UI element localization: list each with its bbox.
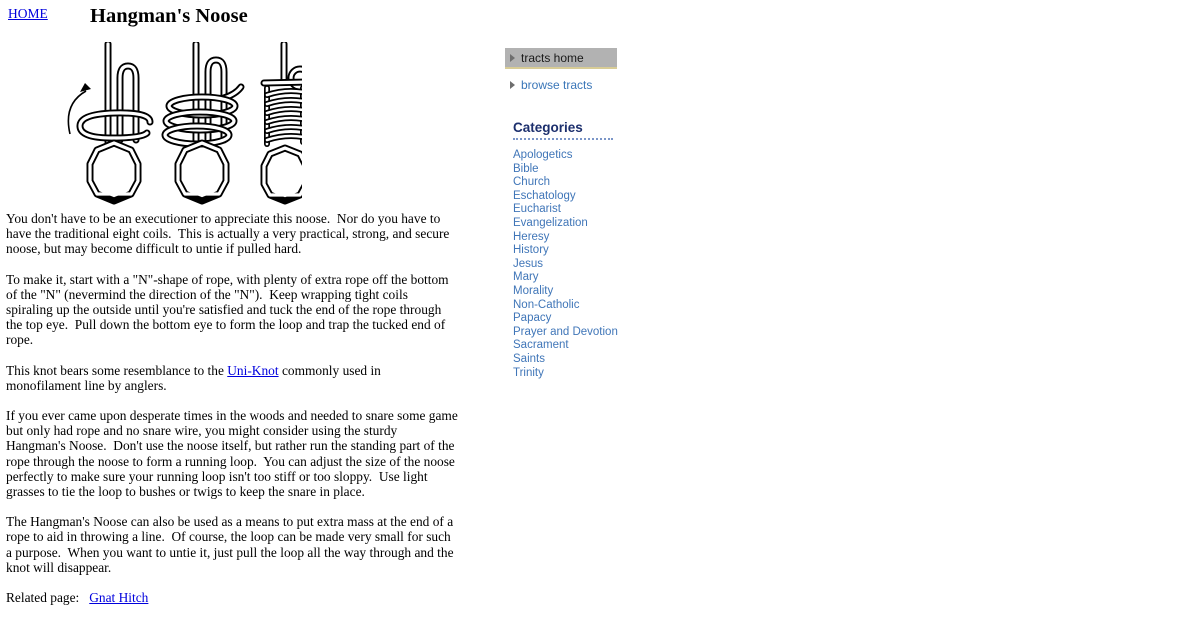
browse-tracts-label: browse tracts [521,78,593,92]
category-link-heresy[interactable]: Heresy [513,230,550,243]
knot-step-2 [165,44,241,201]
category-link-trinity[interactable]: Trinity [513,366,544,379]
categories-heading: Categories [513,120,583,135]
category-link-papacy[interactable]: Papacy [513,312,552,325]
sidebar [505,48,655,380]
uni-knot-link[interactable]: Uni-Knot [227,362,279,378]
paragraph-uniknot-before: This knot bears some resemblance to the [6,362,228,378]
category-link-church[interactable]: Church [513,176,551,189]
category-link-eucharist[interactable]: Eucharist [513,203,561,216]
article [6,196,462,620]
paragraph-uniknot-after: commonly used in monofilament line by anglers. [6,362,385,393]
paragraph-uniknot [6,363,458,393]
knot-step-3 [264,44,302,201]
category-link-morality[interactable]: Morality [513,284,554,297]
category-link-mary[interactable]: Mary [513,271,539,284]
sidebar-item-browse-tracts[interactable] [505,78,655,92]
related-page-label: Related page: [6,590,80,606]
category-link-prayer-and-devotion[interactable]: Prayer and Devotion [513,325,618,338]
category-link-saints[interactable]: Saints [513,352,545,365]
arrow-right-icon [510,81,515,89]
category-link-evangelization[interactable]: Evangelization [513,216,588,229]
category-link-eschatology[interactable]: Eschatology [513,189,576,202]
category-link-history[interactable]: History [513,244,549,257]
tracts-home-label: tracts home [521,50,584,65]
gnat-hitch-link[interactable]: Gnat Hitch [89,590,149,606]
category-link-bible[interactable]: Bible [513,162,539,175]
dotted-divider [513,138,613,140]
categories-list [513,149,655,380]
arrow-right-icon [510,54,515,62]
category-link-jesus[interactable]: Jesus [513,257,544,270]
category-link-apologetics[interactable]: Apologetics [513,149,573,161]
paragraph-how-to: To make it, start with a "N"-shape of rope, with plenty of extra rope off the bottom of the "N" (nevermind the direction of the "N"). Keep wrapping tight coils spiraling up the outside until you're satisfied and tuck the end of the rope through the top eye. Pull down the bottom eye to form the loop and trap the tucked end of rope. [6,271,452,348]
home-link[interactable]: HOME [8,6,48,21]
paragraph-throwing: The Hangman's Noose can also be used as a means to put extra mass at the end of a rope to aid in throwing a line. Of course, the loop can be made very small for such a purpose. When you want to untie it, just pull the loop all the way through and the knot will disappear. [6,514,457,575]
page-title: Hangman's Noose [90,5,248,27]
paragraph-snare: If you ever came upon desperate times in the woods and needed to snare some game but only had rope and no snare wire, you might consider using the sturdy Hangman's Noose. Don't use the noose itself, but rather run the standing part of the rope through the noose to form a running loop. You can adjust the size of the noose perfectly to make sure your running loop isn't too stiff or too sloppy. Use light grasses to tie the loop to bushes or twigs to keep the snare in place. [6,408,462,500]
category-link-sacrament[interactable]: Sacrament [513,339,569,352]
category-link-non-catholic[interactable]: Non-Catholic [513,298,580,311]
knot-diagram [62,42,302,210]
paragraph-intro: You don't have to be an executioner to appreciate this noose. Nor do you have to have the traditional eight coils. This is actually a very practical, strong, and secure noose, but may become difficult to untie if pulled hard. [6,211,453,257]
knot-step-1 [68,44,150,201]
related-page [6,590,458,605]
sidebar-item-tracts-home[interactable] [505,48,617,69]
